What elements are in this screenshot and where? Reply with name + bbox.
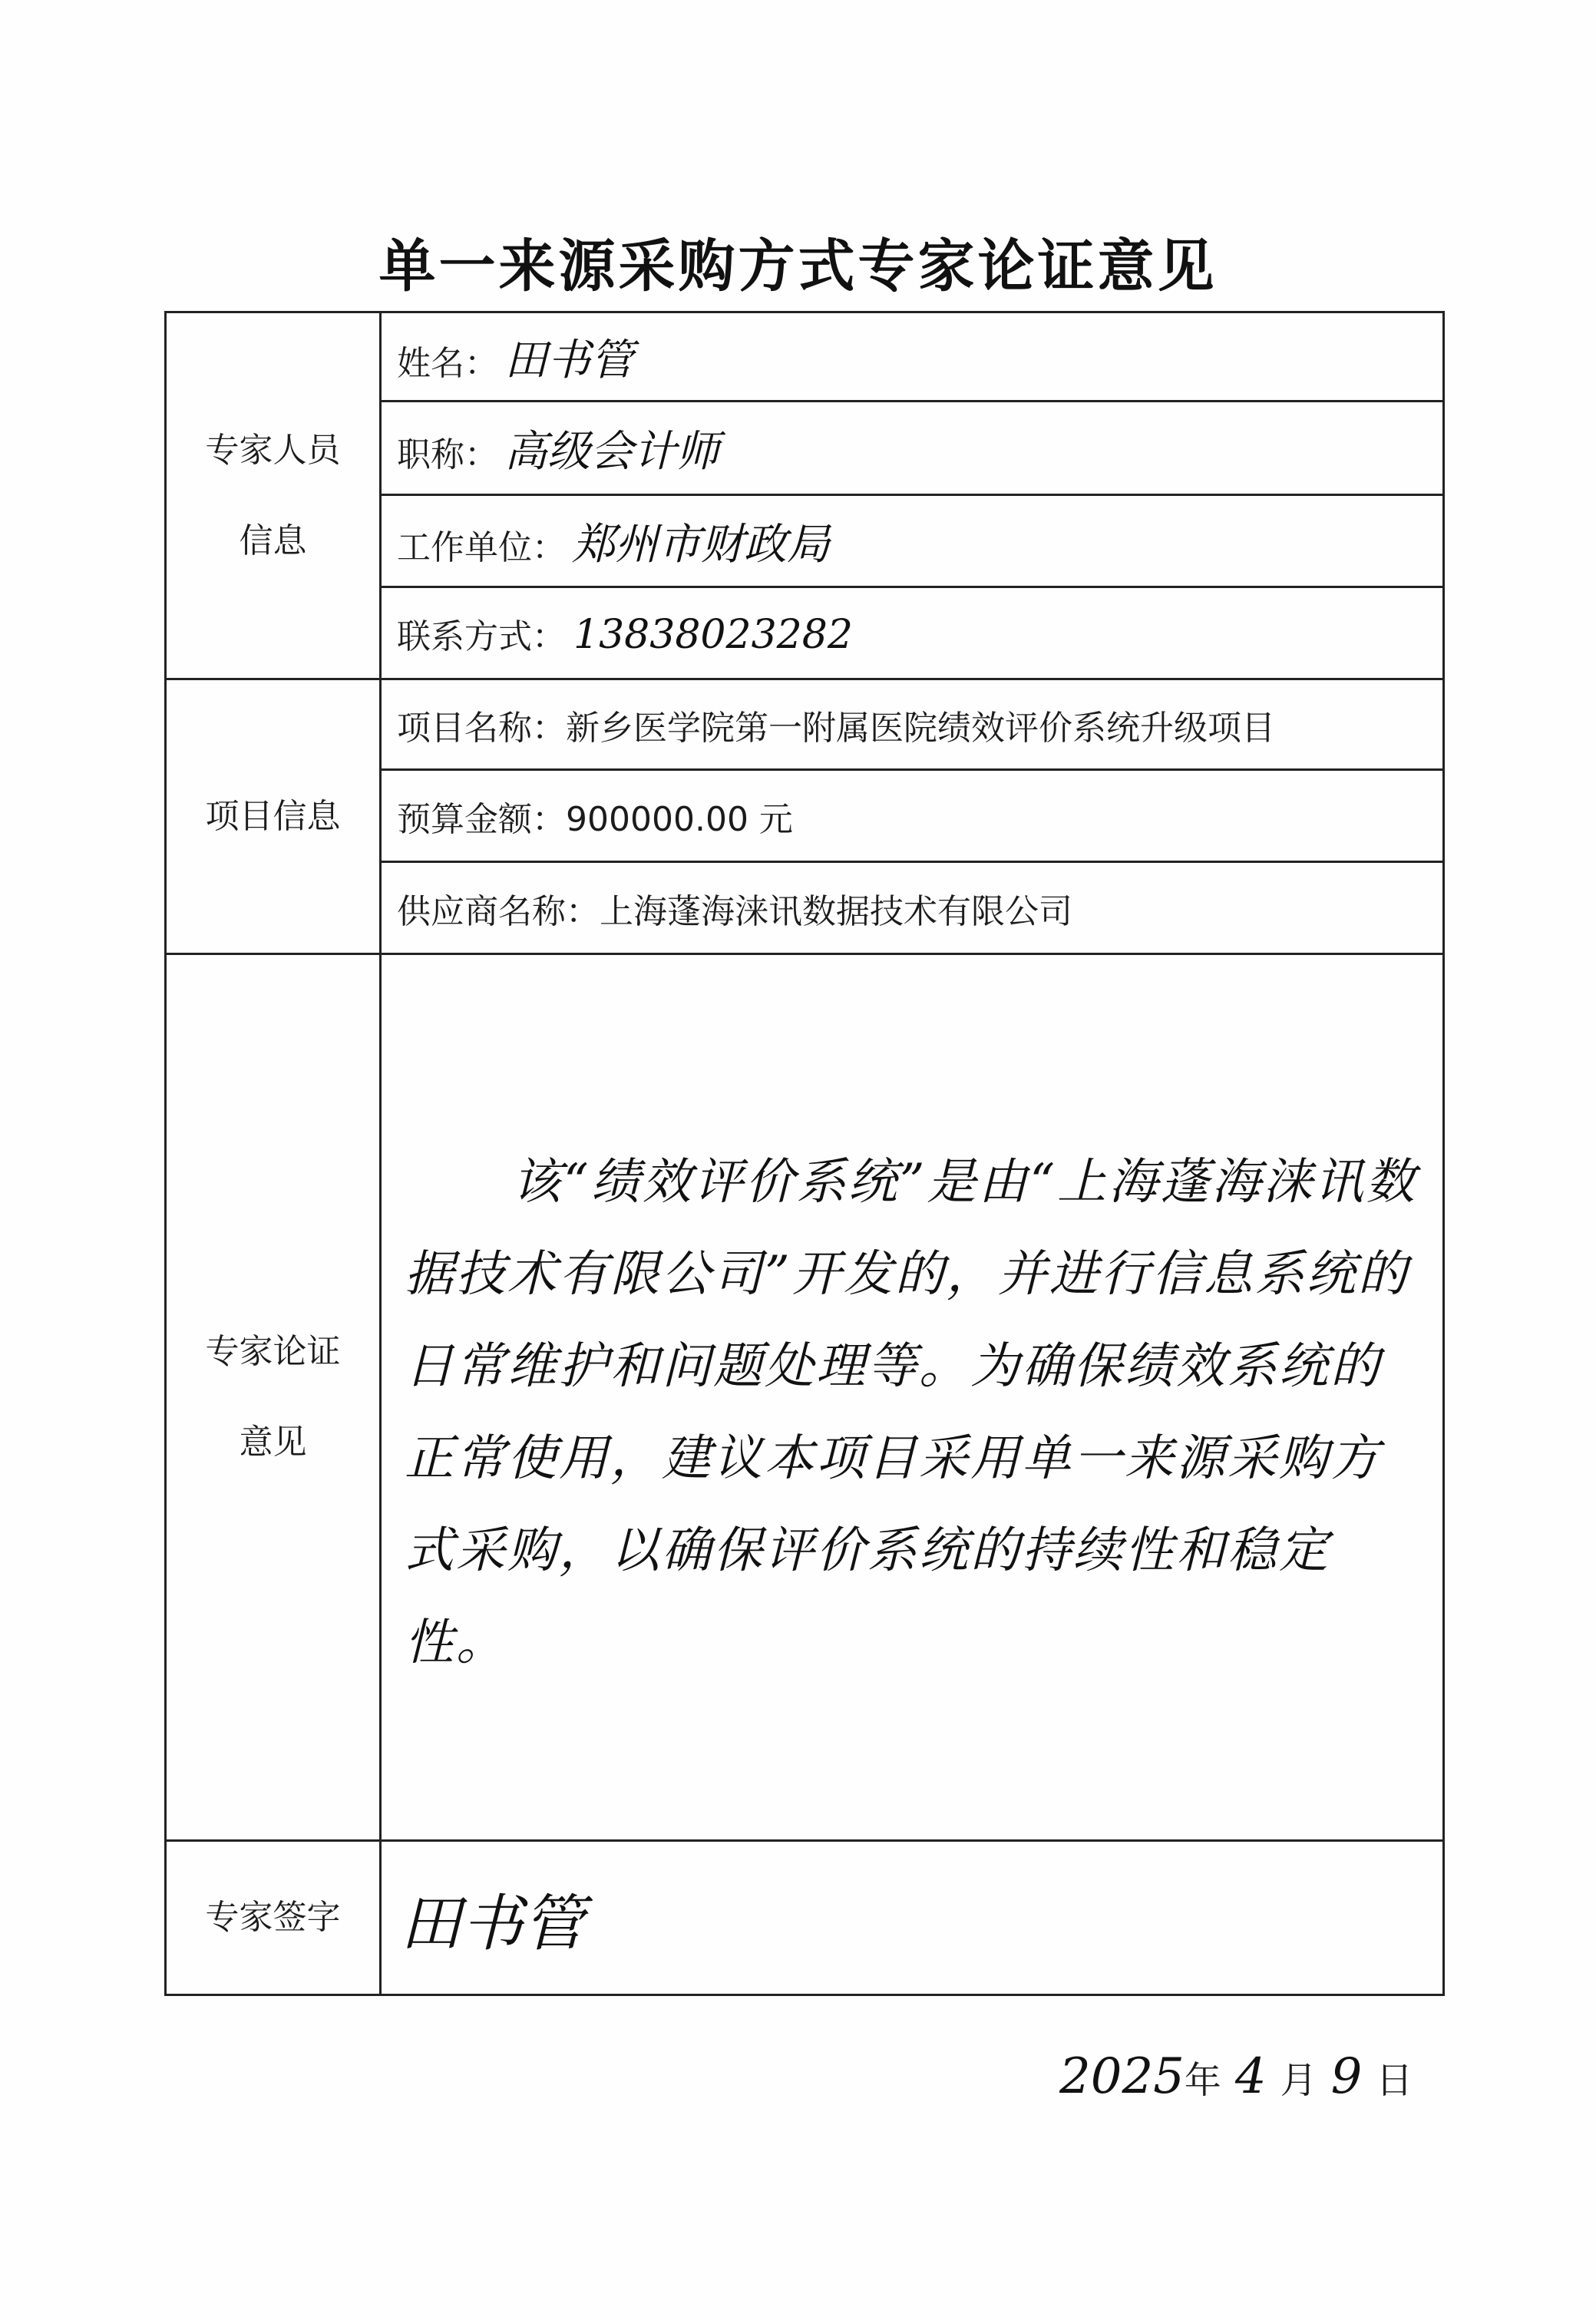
date-day: 9: [1330, 2048, 1363, 2105]
contact-value: 13838023282: [573, 611, 853, 658]
opinion-cell: [381, 954, 1444, 1841]
name-label: 姓名：: [397, 343, 498, 383]
unit-value: 郑州市财政局: [572, 519, 830, 570]
title-label: 职称：: [397, 435, 498, 474]
opinion-section-label: [166, 954, 381, 1841]
project-name-value: 新乡医学院第一附属医院绩效评价系统升级项目: [566, 708, 1275, 748]
budget-value: 900000.00 元: [566, 799, 793, 839]
date-month-unit: 月: [1280, 2059, 1317, 2102]
opinion-form-table: [164, 311, 1445, 1996]
expert-info-section-label: [166, 312, 381, 679]
document-title: 单一来源采购方式专家论证意见: [378, 233, 1218, 299]
supplier-value: 上海蓬海涞讯数据技术有限公司: [600, 891, 1072, 931]
supplier-label: 供应商名称：: [397, 891, 600, 931]
date-day-unit: 日: [1376, 2059, 1413, 2102]
unit-row: [381, 495, 1444, 587]
budget-label: 预算金额：: [397, 799, 566, 839]
signature-cell: [381, 1841, 1444, 1995]
expert-info-label-line1: 专家人员: [205, 430, 341, 470]
unit-label: 工作单位：: [397, 527, 566, 567]
budget-row: [381, 770, 1444, 862]
expert-info-label-line2: 信息: [239, 521, 307, 560]
opinion-label-line2: 意见: [239, 1423, 307, 1462]
title-value: 高级会计师: [504, 426, 719, 477]
title-row: [381, 402, 1444, 495]
contact-label: 联系方式：: [397, 616, 566, 656]
project-name-label: 项目名称：: [397, 708, 566, 748]
name-value: 田书管: [504, 335, 633, 385]
date-year-unit: 年: [1184, 2059, 1221, 2102]
date-year: 2025: [1059, 2048, 1185, 2105]
signature-label: 专家签字: [166, 1841, 381, 1995]
project-name-row: [381, 679, 1444, 770]
contact-row: [381, 587, 1444, 679]
opinion-label-line1: 专家论证: [205, 1332, 341, 1371]
name-row: [381, 312, 1444, 402]
opinion-text: 该“绩效评价系统”是由“上海蓬海涞讯数据技术有限公司”开发的，并进行信息系统的日常维护和问题处理等。为确保绩效系统的正常使用，建议本项目采用单一来源采购方式采购，以确保评价系统的持续性和稳定性。: [405, 1154, 1418, 1671]
supplier-row: [381, 862, 1444, 954]
signature-value: 田书管: [400, 1887, 584, 1959]
project-info-section-label: 项目信息: [166, 679, 381, 954]
date-month: 4: [1234, 2048, 1267, 2105]
signing-date: [1059, 2048, 1413, 2105]
